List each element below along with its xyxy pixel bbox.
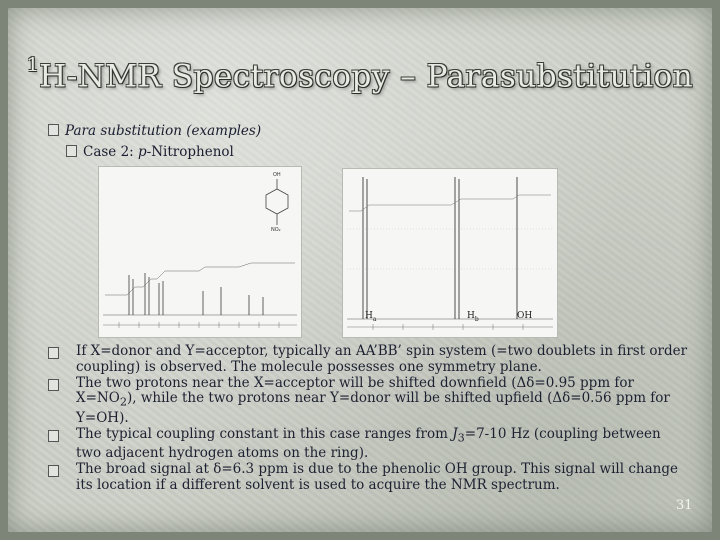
bullet-list xyxy=(48,344,688,494)
bullet-level1 xyxy=(48,123,261,139)
bullet-box-icon xyxy=(48,430,59,442)
bullet-3: The typical coupling constant in this case ranges from $J_3=7-10$ Hz (coupling between two adjacent hydrogen atoms on the ring). xyxy=(48,427,688,462)
bullet-4: The broad signal at δ=6.3 ppm is due to the phenolic OH group. This signal will change its location if a different solvent is used to acquire the NMR spectrum. xyxy=(48,462,688,494)
bullet-box-icon xyxy=(48,124,59,136)
bullet-box-icon xyxy=(48,465,59,477)
title-text: H-NMR Spectroscopy – Parasubstitution xyxy=(39,58,694,95)
peak-label-ha: $H_a$ xyxy=(365,311,377,323)
peak-label-hb: $H_b$ xyxy=(467,311,479,323)
bullet-box-icon xyxy=(66,145,77,157)
peak-label-oh: OH xyxy=(517,311,533,321)
nmr-spectrum-right-image xyxy=(342,168,558,338)
level2-italic: p xyxy=(138,144,147,160)
nmr-spectrum-left-image xyxy=(98,166,302,338)
level2-prefix: Case 2: xyxy=(83,144,139,160)
level2-suffix: -Nitrophenol xyxy=(146,144,234,160)
bullet-box-icon xyxy=(48,379,59,391)
svg-text:NO₂: NO₂ xyxy=(271,227,281,233)
bullet-level2 xyxy=(66,144,234,160)
bullet-1: If X=donor and Y=acceptor, typically an AA’BB’ spin system (=two doublets in first order coupling) is observed. The molecule possesses one symmetry plane. xyxy=(48,344,688,376)
bullet-2: The two protons near the X=acceptor will be shifted downfield (Δδ=0.95 ppm for $X=NO_2$), while the two protons near Y=donor will be shifted upfield (Δδ=0.56 ppm for Y=OH). xyxy=(48,376,688,427)
page-title xyxy=(0,54,720,95)
svg-text:OH: OH xyxy=(273,172,281,178)
nmr-spectrum-left-drawing xyxy=(99,167,301,337)
title-superscript: 1 xyxy=(26,54,40,76)
level1-text: Para substitution (examples) xyxy=(65,123,262,139)
bullet-box-icon xyxy=(48,347,59,359)
page-number: 31 xyxy=(676,498,693,513)
